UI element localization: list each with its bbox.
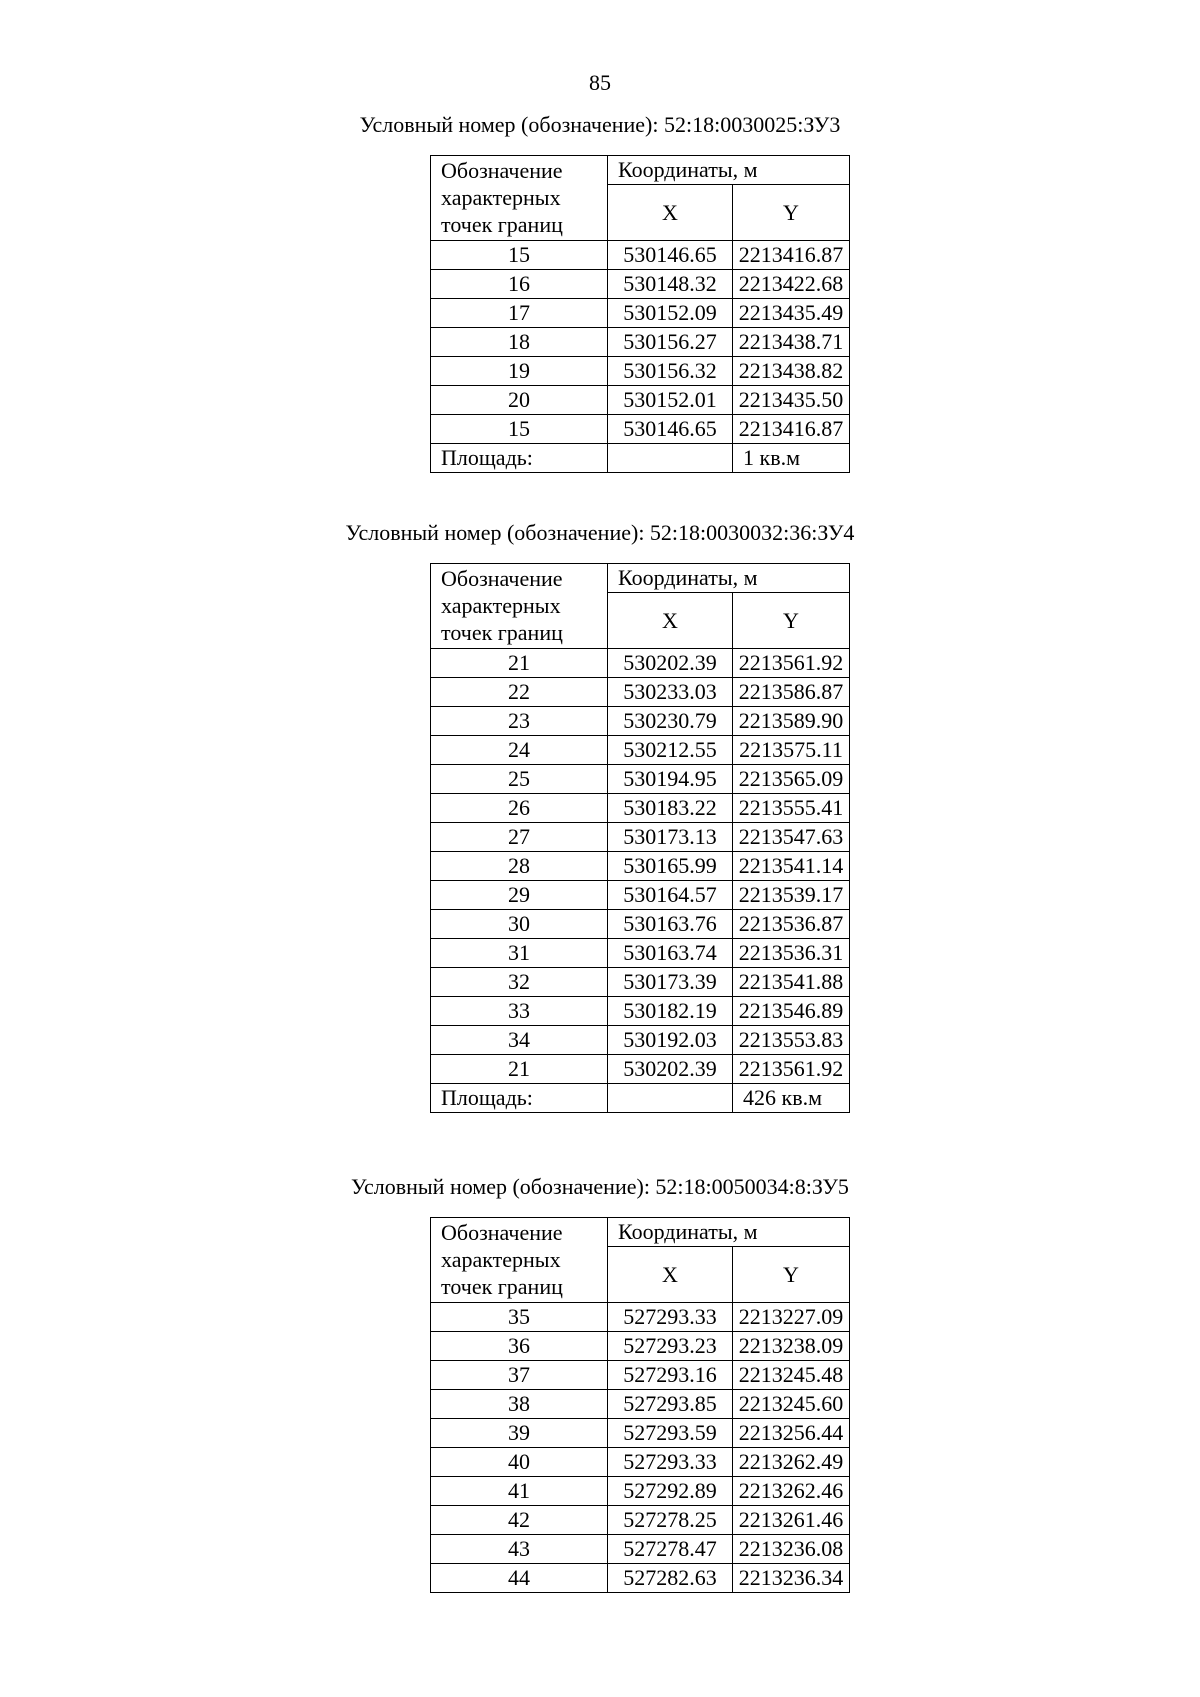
- point-number-cell: 43: [431, 1535, 608, 1564]
- table-row: [431, 707, 850, 736]
- section-zu4: [0, 518, 1200, 548]
- point-number-cell: 30: [431, 910, 608, 939]
- point-number-cell: 37: [431, 1361, 608, 1390]
- y-coordinate-cell: 2213547.63: [733, 823, 850, 852]
- y-coordinate-cell: 2213561.92: [733, 1055, 850, 1084]
- x-coordinate-cell: 530202.39: [608, 1055, 733, 1084]
- y-coordinate-cell: 2213586.87: [733, 678, 850, 707]
- x-coordinate-cell: 527293.16: [608, 1361, 733, 1390]
- x-coordinate-cell: 530183.22: [608, 794, 733, 823]
- point-column-header: Обозначение характерных точек границ: [431, 1218, 608, 1303]
- y-column-header: Y: [733, 593, 850, 649]
- x-coordinate-cell: 527293.33: [608, 1303, 733, 1332]
- section-zu5: [0, 1172, 1200, 1202]
- y-coordinate-cell: 2213438.82: [733, 357, 850, 386]
- table-row: [431, 852, 850, 881]
- point-number-cell: 15: [431, 415, 608, 444]
- table-row: [431, 1361, 850, 1390]
- area-value: 1 кв.м: [733, 444, 850, 473]
- page-number: 85: [589, 70, 611, 95]
- point-number-cell: 25: [431, 765, 608, 794]
- table-row: [431, 997, 850, 1026]
- x-coordinate-cell: 527278.47: [608, 1535, 733, 1564]
- area-empty-cell: [608, 1084, 733, 1113]
- y-coordinate-cell: 2213416.87: [733, 241, 850, 270]
- point-number-cell: 27: [431, 823, 608, 852]
- x-coordinate-cell: 527278.25: [608, 1506, 733, 1535]
- table-row: [431, 415, 850, 444]
- table-row: [431, 649, 850, 678]
- x-coordinate-cell: 527293.33: [608, 1448, 733, 1477]
- point-number-cell: 24: [431, 736, 608, 765]
- y-coordinate-cell: 2213236.08: [733, 1535, 850, 1564]
- area-label: Площадь:: [431, 444, 608, 473]
- point-number-cell: 32: [431, 968, 608, 997]
- x-coordinate-cell: 530173.13: [608, 823, 733, 852]
- x-coordinate-cell: 530192.03: [608, 1026, 733, 1055]
- y-coordinate-cell: 2213589.90: [733, 707, 850, 736]
- coordinates-column-header: Координаты, м: [608, 1218, 850, 1247]
- table-row: [431, 386, 850, 415]
- table-row: [431, 241, 850, 270]
- point-number-cell: 21: [431, 1055, 608, 1084]
- table-row: [431, 1390, 850, 1419]
- y-coordinate-cell: 2213245.48: [733, 1361, 850, 1390]
- point-number-cell: 44: [431, 1564, 608, 1593]
- table-row: [431, 968, 850, 997]
- x-coordinate-cell: 530194.95: [608, 765, 733, 794]
- coordinates-table-zu3: [430, 155, 850, 473]
- section-title: Условный номер (обозначение): 52:18:0050034:8:ЗУ5: [351, 1174, 849, 1199]
- y-coordinate-cell: 2213416.87: [733, 415, 850, 444]
- y-coordinate-cell: 2213262.46: [733, 1477, 850, 1506]
- y-coordinate-cell: 2213546.89: [733, 997, 850, 1026]
- point-number-cell: 16: [431, 270, 608, 299]
- table-row: [431, 794, 850, 823]
- table-row: [431, 1535, 850, 1564]
- point-number-cell: 40: [431, 1448, 608, 1477]
- x-coordinate-cell: 527292.89: [608, 1477, 733, 1506]
- section-title: Условный номер (обозначение): 52:18:0030025:ЗУ3: [359, 112, 841, 137]
- x-coordinate-cell: 530173.39: [608, 968, 733, 997]
- x-coordinate-cell: 530156.27: [608, 328, 733, 357]
- table-row: [431, 1419, 850, 1448]
- table-row: [431, 1332, 850, 1361]
- y-coordinate-cell: 2213236.34: [733, 1564, 850, 1593]
- y-coordinate-cell: 2213539.17: [733, 881, 850, 910]
- x-column-header: X: [608, 593, 733, 649]
- y-coordinate-cell: 2213261.46: [733, 1506, 850, 1535]
- x-coordinate-cell: 530212.55: [608, 736, 733, 765]
- table-row: [431, 299, 850, 328]
- area-label: Площадь:: [431, 1084, 608, 1113]
- x-column-header: X: [608, 185, 733, 241]
- table-row: [431, 1055, 850, 1084]
- point-number-cell: 20: [431, 386, 608, 415]
- area-value: 426 кв.м: [733, 1084, 850, 1113]
- x-column-header: X: [608, 1247, 733, 1303]
- x-coordinate-cell: 530146.65: [608, 241, 733, 270]
- y-coordinate-cell: 2213541.88: [733, 968, 850, 997]
- point-number-cell: 36: [431, 1332, 608, 1361]
- x-coordinate-cell: 527293.59: [608, 1419, 733, 1448]
- y-coordinate-cell: 2213541.14: [733, 852, 850, 881]
- point-number-cell: 39: [431, 1419, 608, 1448]
- point-number-cell: 42: [431, 1506, 608, 1535]
- point-number-cell: 33: [431, 997, 608, 1026]
- table-row: [431, 765, 850, 794]
- x-coordinate-cell: 530164.57: [608, 881, 733, 910]
- point-number-cell: 31: [431, 939, 608, 968]
- point-number-cell: 22: [431, 678, 608, 707]
- coordinates-column-header: Координаты, м: [608, 564, 850, 593]
- table-row: [431, 823, 850, 852]
- area-row: [431, 1084, 850, 1113]
- x-coordinate-cell: 530163.76: [608, 910, 733, 939]
- y-coordinate-cell: 2213245.60: [733, 1390, 850, 1419]
- table-row: [431, 1303, 850, 1332]
- table-row: [431, 1506, 850, 1535]
- table-row: [431, 678, 850, 707]
- x-coordinate-cell: 530165.99: [608, 852, 733, 881]
- table-row: [431, 910, 850, 939]
- y-coordinate-cell: 2213565.09: [733, 765, 850, 794]
- coordinates-column-header: Координаты, м: [608, 156, 850, 185]
- y-coordinate-cell: 2213422.68: [733, 270, 850, 299]
- y-column-header: Y: [733, 1247, 850, 1303]
- y-column-header: Y: [733, 185, 850, 241]
- point-number-cell: 29: [431, 881, 608, 910]
- table-row: [431, 270, 850, 299]
- point-number-cell: 15: [431, 241, 608, 270]
- y-coordinate-cell: 2213438.71: [733, 328, 850, 357]
- y-coordinate-cell: 2213536.87: [733, 910, 850, 939]
- point-number-cell: 17: [431, 299, 608, 328]
- point-column-header: Обозначение характерных точек границ: [431, 564, 608, 649]
- point-number-cell: 19: [431, 357, 608, 386]
- y-coordinate-cell: 2213256.44: [733, 1419, 850, 1448]
- x-coordinate-cell: 527293.23: [608, 1332, 733, 1361]
- coordinates-table-zu4: [430, 563, 850, 1113]
- y-coordinate-cell: 2213435.50: [733, 386, 850, 415]
- x-coordinate-cell: 530148.32: [608, 270, 733, 299]
- x-coordinate-cell: 530146.65: [608, 415, 733, 444]
- table-row: [431, 1477, 850, 1506]
- x-coordinate-cell: 530163.74: [608, 939, 733, 968]
- x-coordinate-cell: 530152.01: [608, 386, 733, 415]
- table-row: [431, 1026, 850, 1055]
- table-row: [431, 1564, 850, 1593]
- table-row: [431, 1448, 850, 1477]
- point-number-cell: 21: [431, 649, 608, 678]
- x-coordinate-cell: 530230.79: [608, 707, 733, 736]
- y-coordinate-cell: 2213238.09: [733, 1332, 850, 1361]
- y-coordinate-cell: 2213536.31: [733, 939, 850, 968]
- y-coordinate-cell: 2213575.11: [733, 736, 850, 765]
- x-coordinate-cell: 527282.63: [608, 1564, 733, 1593]
- x-coordinate-cell: 527293.85: [608, 1390, 733, 1419]
- point-number-cell: 35: [431, 1303, 608, 1332]
- x-coordinate-cell: 530152.09: [608, 299, 733, 328]
- point-number-cell: 18: [431, 328, 608, 357]
- point-column-header: Обозначение характерных точек границ: [431, 156, 608, 241]
- x-coordinate-cell: 530182.19: [608, 997, 733, 1026]
- y-coordinate-cell: 2213435.49: [733, 299, 850, 328]
- table-row: [431, 328, 850, 357]
- point-number-cell: 41: [431, 1477, 608, 1506]
- table-row: [431, 357, 850, 386]
- point-number-cell: 38: [431, 1390, 608, 1419]
- x-coordinate-cell: 530233.03: [608, 678, 733, 707]
- coordinates-table-zu5: [430, 1217, 850, 1593]
- point-number-cell: 28: [431, 852, 608, 881]
- section-zu3: [0, 110, 1200, 140]
- y-coordinate-cell: 2213553.83: [733, 1026, 850, 1055]
- y-coordinate-cell: 2213262.49: [733, 1448, 850, 1477]
- y-coordinate-cell: 2213561.92: [733, 649, 850, 678]
- x-coordinate-cell: 530202.39: [608, 649, 733, 678]
- table-row: [431, 881, 850, 910]
- y-coordinate-cell: 2213555.41: [733, 794, 850, 823]
- table-row: [431, 939, 850, 968]
- y-coordinate-cell: 2213227.09: [733, 1303, 850, 1332]
- area-row: [431, 444, 850, 473]
- point-number-cell: 26: [431, 794, 608, 823]
- section-title: Условный номер (обозначение): 52:18:0030032:36:ЗУ4: [345, 520, 855, 545]
- x-coordinate-cell: 530156.32: [608, 357, 733, 386]
- area-empty-cell: [608, 444, 733, 473]
- point-number-cell: 23: [431, 707, 608, 736]
- table-row: [431, 736, 850, 765]
- point-number-cell: 34: [431, 1026, 608, 1055]
